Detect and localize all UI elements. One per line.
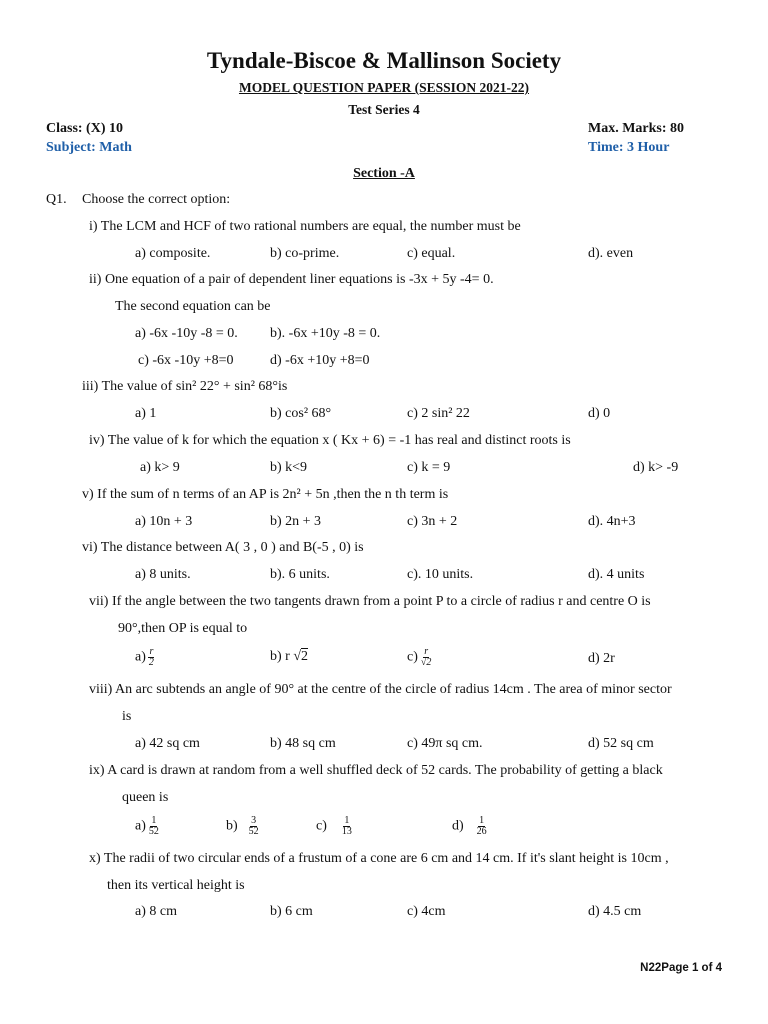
question-stem: ii) One equation of a pair of dependent liner equations is -3x + 5y -4= 0. <box>89 272 494 287</box>
subject-label: Subject: Math <box>46 140 132 155</box>
option-b: b) k<9 <box>270 460 308 475</box>
fraction <box>148 816 160 837</box>
option-d: d). even <box>588 246 634 261</box>
option-c-label: c) <box>407 649 418 665</box>
option-a <box>135 816 160 837</box>
question-stem: ix) A card is drawn at random from a well shuffled deck of 52 cards. The probability of getting a black <box>89 763 663 778</box>
class-label: Class: (X) 10 <box>46 121 123 136</box>
option-c: c) 2 sin² 22 <box>407 406 470 421</box>
option-d: d) 2r <box>588 651 615 666</box>
option-b: b) co-prime. <box>270 246 340 261</box>
option-d: d) 0 <box>588 406 611 421</box>
option-b <box>226 816 260 837</box>
section-heading: Section -A <box>353 166 415 181</box>
numerator: r <box>149 646 154 657</box>
option-a: a) 8 units. <box>135 567 191 582</box>
option-c: c) -6x -10y +8=0 <box>138 353 234 368</box>
test-series: Test Series 4 <box>348 102 420 117</box>
numerator: r <box>424 646 429 657</box>
question-stem-cont: then its vertical height is <box>107 878 245 893</box>
option-b: b) 2n + 3 <box>270 514 322 529</box>
time-label: Time: 3 Hour <box>588 140 670 155</box>
option-b: b) 6 cm <box>270 904 313 919</box>
option-d: d). 4 units <box>588 567 645 582</box>
fraction <box>420 647 433 668</box>
page-title: Tyndale-Biscoe & Mallinson Society <box>206 48 562 73</box>
question-stem: iii) The value of sin² 22° + sin² 68°is <box>82 379 288 394</box>
option-a: a) 1 <box>135 406 157 421</box>
option-d: d). 4n+3 <box>588 514 636 529</box>
question-number: Q1. <box>46 192 67 207</box>
question-stem: vi) The distance between A( 3 , 0 ) and B(-5 , 0) is <box>82 540 364 555</box>
option-b-label: b) <box>226 818 238 834</box>
option-a: a) 42 sq cm <box>135 736 200 751</box>
denominator: 2 <box>148 657 154 668</box>
radicand: 2 <box>301 649 309 664</box>
option-c: c) k = 9 <box>407 460 451 475</box>
option-b: b) r √2 <box>270 649 309 664</box>
question-stem: iv) The value of k for which the equation x ( Kx + 6) = -1 has real and distinct roots is <box>89 433 571 448</box>
denominator: 52 <box>148 826 159 837</box>
denominator: √2 <box>420 657 432 668</box>
fraction <box>248 816 260 837</box>
option-c: c) 4cm <box>407 904 446 919</box>
question-stem: viii) An arc subtends an angle of 90° at the centre of the circle of radius 14cm . The area of minor sector <box>89 682 672 697</box>
numerator: 1 <box>151 815 157 826</box>
option-c <box>407 647 432 668</box>
option-b: b) 48 sq cm <box>270 736 336 751</box>
numerator: 1 <box>344 815 350 826</box>
option-d-label: d) <box>452 818 464 834</box>
option-c <box>316 816 353 837</box>
option-c-label: c) <box>316 818 327 834</box>
option-a <box>135 647 155 668</box>
option-a: a) 10n + 3 <box>135 514 193 529</box>
option-a: a) k> 9 <box>140 460 180 475</box>
fraction <box>148 647 155 668</box>
option-c: c). 10 units. <box>407 567 474 582</box>
option-d: d) 52 sq cm <box>588 736 654 751</box>
option-b: b) cos² 68° <box>270 406 332 421</box>
question-stem: vii) If the angle between the two tangents drawn from a point P to a circle of radius r and centre O is <box>89 594 651 609</box>
denominator: 52 <box>248 826 259 837</box>
fraction <box>476 816 488 837</box>
option-c: c) 3n + 2 <box>407 514 458 529</box>
question-stem-cont: is <box>122 709 132 724</box>
question-stem-cont: The second equation can be <box>115 299 271 314</box>
fraction <box>341 816 353 837</box>
option-d: d) -6x +10y +8=0 <box>270 353 370 368</box>
option-a: a) -6x -10y -8 = 0. <box>135 326 238 341</box>
option-c: c) equal. <box>407 246 456 261</box>
denominator: 26 <box>476 826 487 837</box>
numerator: 3 <box>251 815 257 826</box>
option-b: b). 6 units. <box>270 567 330 582</box>
question-instruction: Choose the correct option: <box>82 192 231 207</box>
option-a-label: a) <box>135 818 146 834</box>
option-a: a) composite. <box>135 246 211 261</box>
denominator: 13 <box>341 826 352 837</box>
question-stem: v) If the sum of n terms of an AP is 2n² + 5n ,then the n th term is <box>82 487 449 502</box>
question-stem: i) The LCM and HCF of two rational numbers are equal, the number must be <box>89 219 521 234</box>
option-c: c) 49π sq cm. <box>407 736 483 751</box>
option-b-label: b) r <box>270 649 294 664</box>
paper-subtitle: MODEL QUESTION PAPER (SESSION 2021-22) <box>238 80 530 95</box>
option-d: d) 4.5 cm <box>588 904 642 919</box>
option-d: d) k> -9 <box>633 460 679 475</box>
max-marks-label: Max. Marks: 80 <box>588 121 685 136</box>
option-a-label: a) <box>135 649 146 665</box>
page-footer: N22Page 1 of 4 <box>640 962 722 974</box>
option-a: a) 8 cm <box>135 904 177 919</box>
option-b: b). -6x +10y -8 = 0. <box>270 326 381 341</box>
question-stem-cont: queen is <box>122 790 169 805</box>
option-d <box>452 816 488 837</box>
question-stem: x) The radii of two circular ends of a frustum of a cone are 6 cm and 14 cm. If it's slant height is 10cm , <box>89 851 669 866</box>
numerator: 1 <box>479 815 485 826</box>
question-stem-cont: 90°,then OP is equal to <box>118 621 248 636</box>
